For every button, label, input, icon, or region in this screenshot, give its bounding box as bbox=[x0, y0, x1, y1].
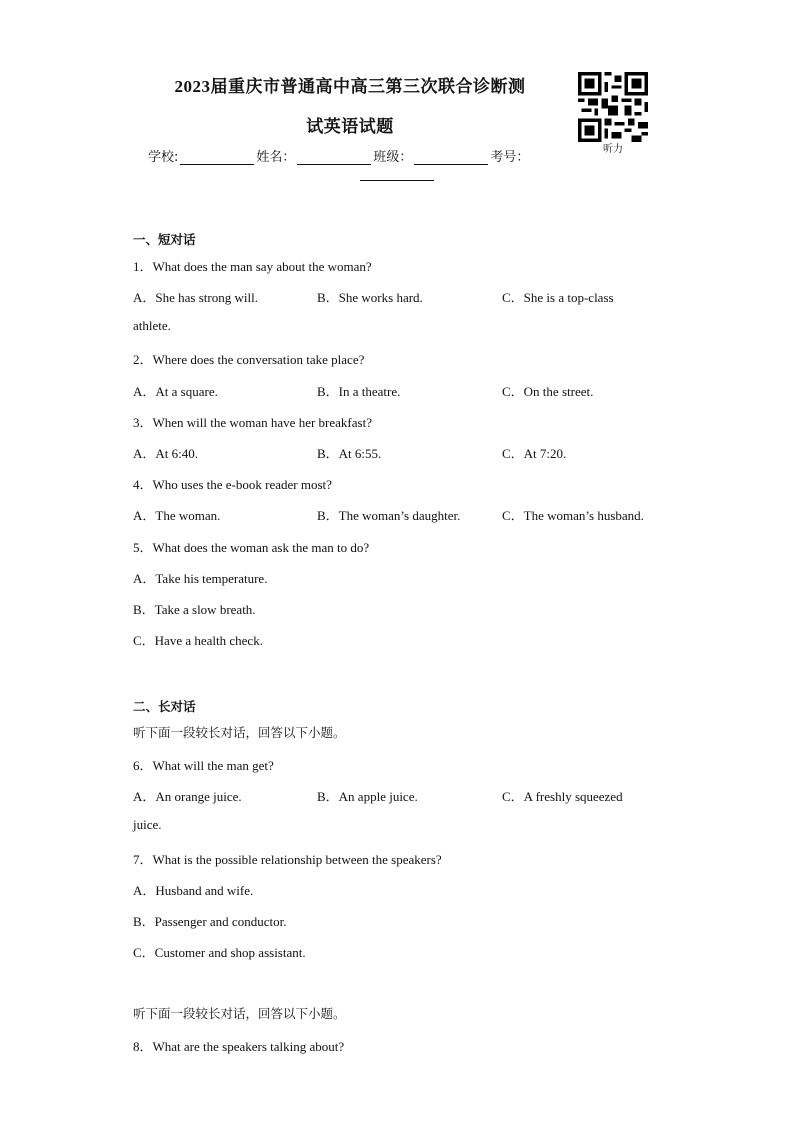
class-blank[interactable] bbox=[414, 152, 488, 165]
q4-stem: 4．Who uses the e-book reader most? bbox=[133, 477, 332, 492]
q7-option-c[interactable]: C．Customer and shop assistant. bbox=[133, 945, 306, 960]
q4-option-b[interactable]: B．The woman’s daughter. bbox=[317, 508, 461, 523]
q1-stem: 1．What does the man say about the woman? bbox=[133, 259, 372, 274]
q5-option-a[interactable]: A．Take his temperature. bbox=[133, 571, 268, 586]
qr-code-icon bbox=[578, 72, 648, 142]
name-blank[interactable] bbox=[297, 152, 371, 165]
q6-option-a[interactable]: A．An orange juice. bbox=[133, 789, 242, 804]
school-label: 学校: bbox=[148, 150, 179, 165]
q5-option-c[interactable]: C．Have a health check. bbox=[133, 633, 263, 648]
q5-option-b[interactable]: B．Take a slow breath. bbox=[133, 602, 256, 617]
class-label: 班级： bbox=[373, 150, 413, 165]
section1-heading: 一、短对话 bbox=[133, 232, 196, 247]
q1-option-b[interactable]: B．She works hard. bbox=[317, 290, 423, 305]
q5-stem: 5．What does the woman ask the man to do? bbox=[133, 540, 370, 555]
exam-no-blank[interactable] bbox=[360, 168, 434, 181]
listening-qr[interactable] bbox=[578, 72, 650, 155]
q4-option-c[interactable]: C．The woman’s husband. bbox=[502, 508, 644, 523]
q3-stem: 3．When will the woman have her breakfast? bbox=[133, 415, 372, 430]
q2-option-b[interactable]: B．In a theatre. bbox=[317, 384, 401, 399]
section2-intro-2: 听下面一段较长对话，回答以下小题。 bbox=[133, 1006, 346, 1021]
q2-option-c[interactable]: C．On the street. bbox=[502, 384, 594, 399]
q6-stem: 6．What will the man get? bbox=[133, 758, 274, 773]
name-label: 姓名： bbox=[256, 150, 296, 165]
exam-title-line2: 试英语试题 bbox=[306, 117, 394, 136]
exam-title-line1: 2023届重庆市普通高中高三第三次联合诊断测 bbox=[174, 77, 526, 96]
section2-intro-1: 听下面一段较长对话，回答以下小题。 bbox=[133, 725, 346, 740]
q8-stem: 8．What are the speakers talking about? bbox=[133, 1039, 345, 1054]
q2-stem: 2．Where does the conversation take place? bbox=[133, 352, 365, 367]
section2-heading: 二、长对话 bbox=[133, 699, 196, 714]
exam-no-label: 考号： bbox=[490, 150, 530, 165]
q7-option-a[interactable]: A．Husband and wife. bbox=[133, 883, 254, 898]
q6-option-b[interactable]: B．An apple juice. bbox=[317, 789, 418, 804]
student-info-line bbox=[148, 146, 529, 165]
qr-caption: 听力 bbox=[603, 144, 623, 155]
q7-stem: 7．What is the possible relationship between the speakers? bbox=[133, 852, 442, 867]
q6-option-c[interactable]: C．A freshly squeezed bbox=[502, 789, 623, 804]
q3-option-c[interactable]: C．At 7:20. bbox=[502, 446, 567, 461]
q7-option-b[interactable]: B．Passenger and conductor. bbox=[133, 914, 287, 929]
q1-option-a[interactable]: A．She has strong will. bbox=[133, 290, 258, 305]
q6-option-c-continued: juice. bbox=[133, 817, 162, 832]
q3-option-a[interactable]: A．At 6:40. bbox=[133, 446, 199, 461]
q3-option-b[interactable]: B．At 6:55. bbox=[317, 446, 382, 461]
q1-option-c-continued: athlete. bbox=[133, 318, 171, 333]
q1-option-c[interactable]: C．She is a top-class bbox=[502, 290, 614, 305]
q4-option-a[interactable]: A．The woman. bbox=[133, 508, 221, 523]
q2-option-a[interactable]: A．At a square. bbox=[133, 384, 218, 399]
school-blank[interactable] bbox=[180, 152, 254, 165]
